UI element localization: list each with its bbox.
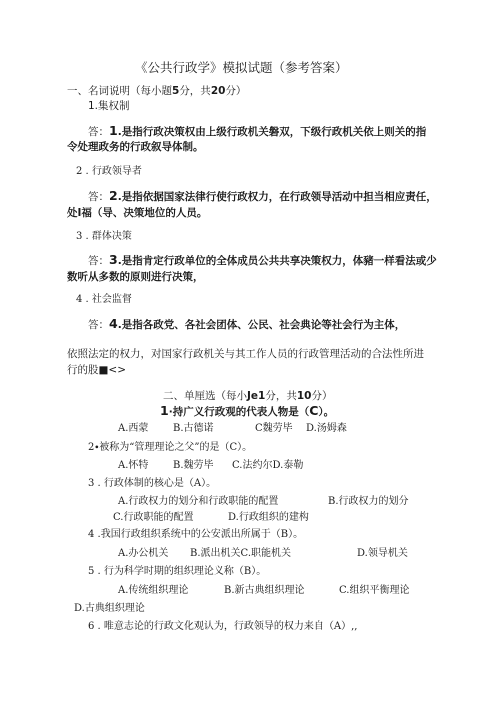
q1-option-a: A.西蒙: [118, 423, 149, 434]
answer-4-line2: 依照法定的权力，对国家行政机关与其工作人员的行政管理活动的合法性所进: [67, 348, 424, 360]
term-4: 4 . 社会监督: [76, 294, 132, 305]
document-title: 《公共行政学》模拟试题（参考答案）: [135, 60, 348, 75]
term-2: 2 . 行政领导者: [76, 166, 142, 177]
answer-2-line1: 答：2.是指依据国家法律行使行政权力，在行政领导活动中担当相应责任，: [88, 188, 437, 203]
q3-option-c: C.行政职能的配置: [113, 512, 194, 523]
answer-3-line2: 数听从多数的原则进行决策，: [67, 271, 204, 283]
term-1: 1.集权制: [88, 100, 130, 112]
question-6-stem: 6 . 唯意志论的行政文化观认为，行政领导的权力来自（A）,,: [88, 621, 358, 632]
question-5-stem: 5 . 行为科学时期的组织理论义称（B）。: [88, 566, 267, 577]
question-2-stem: 2∙被称为“管理理论之父”的是（C）。: [88, 442, 253, 453]
q1-option-d: D.汤姆森: [306, 423, 347, 434]
q5-option-a: A.传统组织理论: [118, 585, 189, 596]
q4-option-bc: B.派出机关C.职能机关: [190, 548, 292, 559]
q1-option-c: C魏劳毕: [255, 423, 293, 434]
answer-4-line1: 答：4.是指各政党、各社会团体、公民、社会典论等社会行为主体，: [88, 316, 406, 331]
question-4-stem: 4 .我国行政组织系统中的公安派出所属于（B）。: [88, 529, 304, 540]
question-3-stem: 3 . 行政体制的核心是（A）。: [88, 478, 217, 489]
answer-4-line3: 行的股■<>: [67, 364, 127, 376]
q4-option-a: A.办公机关: [118, 548, 169, 559]
term-3: 3 . 群体决策: [76, 231, 132, 242]
q5-option-c: C.组织平衡理论: [339, 585, 410, 596]
section2-heading: 二、单厘选（每小Je1分，共10分）: [163, 390, 333, 402]
q5-option-d: D.古典组织理论: [74, 603, 145, 614]
answer-2-line2: 处I福（导、决策地位的人员。: [67, 207, 208, 219]
q5-option-b: B.新古典组织理论: [224, 585, 305, 596]
q2-option-a: A.怀特: [118, 460, 149, 471]
answer-1-line1: 答：1.是指行政决策权由上级行政机关磐双，下级行政机关依上则关的指: [88, 123, 427, 138]
q4-option-d: D.领导机关: [357, 548, 408, 559]
q3-option-d: D.行政组织的建构: [228, 512, 309, 523]
question-1-stem: 1∙持广义行政观的代表人物是（C）。: [160, 403, 335, 418]
answer-3-line1: 答：3.是指肯定行政单位的全体成员公共共享决策权力，体豬一样看法或少: [88, 252, 437, 267]
q3-option-b: B.行政权力的划分: [328, 496, 409, 507]
section1-heading: 一、名词说明（每小题5分，共20分）: [67, 85, 247, 97]
q1-option-b: B.古德诺: [173, 423, 214, 434]
q2-option-cd: C.法约尔D.泰勒: [232, 460, 304, 471]
q3-option-a: A.行政权力的划分和行政职能的配置: [118, 496, 279, 507]
answer-1-line2: 令处理政务的行政叙导体制。: [67, 141, 204, 153]
q2-option-b: B.魏劳毕: [173, 460, 214, 471]
